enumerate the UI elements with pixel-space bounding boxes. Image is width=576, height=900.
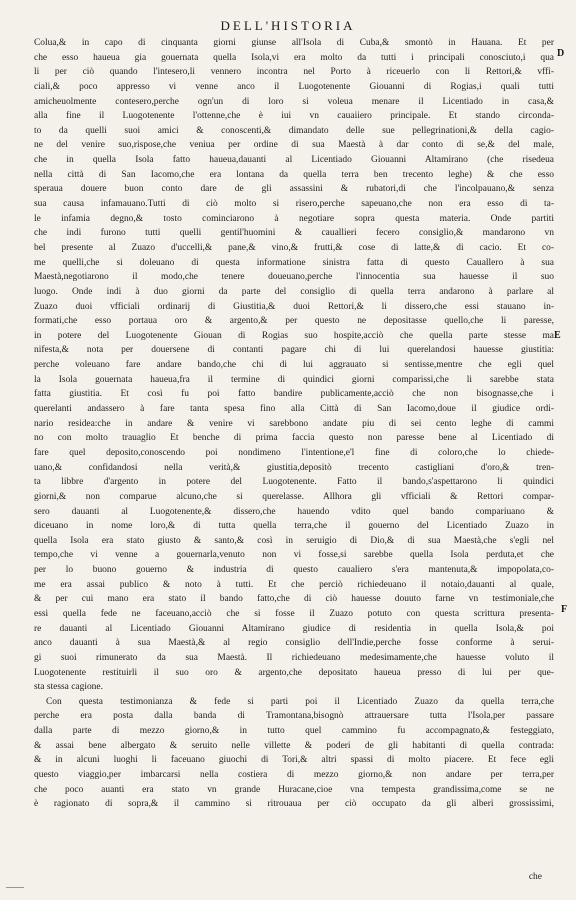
text-line: quella Isola era stato giusto & santo,& così in seruigio di Dio,& di sua Maestà,che s'egli nel (34, 535, 554, 546)
running-head: DELL'HISTORIA (220, 18, 356, 33)
text-line: questo viaggio,per imbarcarsi nella costiera di mezzo giorno,& non andare per terra,per (34, 770, 554, 781)
text-line: & assai bene albergato & seruito nelle villette & poderi de gli habitanti di quella contrada: (34, 740, 554, 751)
text-line: in potere del Luogotenente Giouan di Rogias suo hospite,acciò che quella parte stesse ma (34, 330, 554, 341)
text-line: che in quella Isola fatto haueua,dauanti al Licentiado Giouanni Altamirano (che risedeua (34, 155, 554, 166)
text-line: Maestà,negotiarono il modo,che tenere doueuano,perche l'innocentia sua hauesse il suo (34, 272, 554, 283)
text-line: giorni,& non comparue alcuno,che si querelasse. Allhora gli vfficiali & Rettori compar- (34, 491, 554, 502)
text-line: re dauanti al Licentiado Giouanni Altamirano giudice di residentia in quella Isola,& poi (34, 623, 554, 634)
text-line: amicheuolmente contesero,perche ogn'un di loro si voleua menare il Licentiado in casa,& (34, 96, 554, 107)
text-line: uano,& confidandosi nella verità,& giustitia,depositò trecento castigliani d'oro,& tren- (34, 462, 554, 473)
text-line: & per cui mano era stato il bando fatto,che di ciò hauesse douuto farne vn testimoniale,che (34, 594, 554, 605)
text-line: no con molto trauaglio Et benche di prima faccia questo non paresse bene al Licentiado di (34, 433, 554, 444)
text-line: è ragionato di sopra,& il cammino si ritrouaua per ciò occupato da gli alberi grossissimi, (34, 799, 554, 810)
text-line: sua causa infamauano.Tutti di ciò molto si risero,perche sapeuano,che non era esso di ta- (34, 199, 554, 210)
text-line: nifesta,& nota per douersene di contanti pagare chi di lui querelandosi hauesse giustitia: (34, 345, 554, 356)
text-line: tempo,che vi venne a gouernarla,venuto non vi fosse,si sarebbe quella Isola perduta,et che (34, 550, 554, 561)
text-line: anco dauanti à sua Maestà,& al regio consiglio dell'Indie,perche fosse conforme à serui- (34, 638, 554, 649)
text-line: speraua douere buon conto dare de gli assassini & rubatori,di che l'incolpauano,& senza (34, 184, 554, 195)
text-line: alla fine il Luogotenente l'ottenne,che è iui vn cauaiiero principale. Et stando circonda- (34, 111, 554, 122)
text-line: ciali,& poco appresso vi venne anco il Luogotenente Giouanni di Rogias,i quali tutti (34, 81, 554, 92)
text-line: fatta giustitia. Et così fu poi fatto bandire publicamente,acciò che non bisognasse,che i (34, 389, 554, 400)
text-line: sero dauanti al Luogotenente,& dissero,che hauendo vdito quel bando compariuano & (34, 506, 554, 517)
text-line: perche era posta dalla banda di Tramontana,bisognò attrauersare tutta l'Isola,per passare (34, 711, 554, 722)
text-line: la Isola gouernata haueua,fra il termine di quindici giorni comparissi,che li sarebbe stata (34, 374, 554, 385)
text-line: bel presente al Zuazo d'uccelli,& pane,& vino,& frutti,& cose di latte,& di cacio. Et co- (34, 242, 554, 253)
text-line: gi suoi rimunerato da sua Maestà. Il richiedeuano medesimamente,che hauesse voluto il (34, 652, 554, 663)
text-line: che poco auanti era stato vn grande Huracane,cioe vna tempesta grandissima,come se ne (34, 784, 554, 795)
text-line: & in alcuni luoghi li faceuano giuochi di Tori,& altri spassi di molto piacere. Et fece egli (34, 755, 554, 766)
text-line: nario residea:che in andare & venire vi sarebbono andate piu di sei cento leghe di cammi (34, 418, 554, 429)
text-line: me era assai publico & noto à tutti. Et che perciò richiedeuano il notaio,dauanti al quale, (34, 579, 554, 590)
text-line: dalla parte di mezzo giorno,& in tutto quel cammino fu accompagnato,& festeggiato, (34, 726, 554, 737)
text-line: Colua,& in capo di cinquanta giorni giunse all'Isola di Cuba,& smontò in Hauana. Et per (34, 38, 554, 48)
text-line: to da quelli suoi amici & conoscenti,& dimandato delle sue pellegrinationi,& della cagio- (34, 125, 554, 136)
text-line: luogo. Onde indi à duo giorni da parte del consiglio di quella terra andarono à parlare al (34, 286, 554, 297)
text-line: le infamia degno,& tosto cominciarono à negotiare sopra questa materia. Onde partiti (34, 213, 554, 224)
text-line: ta libbre d'argento in potere del Luogotenente. Fatto il bando,s'aspettarono li quindici (34, 477, 554, 488)
text-line: essi quella fede ne faceuano,acciò che si fosse il Zuazo potuto con questa scrittura presenta- (34, 608, 554, 619)
text-line: che indi furono tutti quelli gentil'huomini & cauallieri fecero consiglio,& mandarono vn (34, 228, 554, 239)
text-line: formati,che esso portaua oro & argento,& per questo ne depositasse quello,che li paresse, (34, 316, 554, 327)
text-line: per lo buono gouerno & industria di questo caualiero s'era mantenuta,& impopolata,co- (34, 565, 554, 576)
text-line: ne del venire suo,rispose,che veniua per ordine di sua Maestà à dar conto di se,& del male, (34, 140, 554, 151)
text-line: sta stessa cagione. (34, 682, 103, 693)
text-line: li per ciò quando l'intesero,li vennero incontra nel Porto à riceuerlo con li Rettori,& vffi- (34, 67, 554, 78)
text-line: perche voleuano fare andare bando,che chi di lui aggrauato si sentisse,mentre che egli quel (34, 360, 554, 371)
text-line: che esso haueua gia gouernata quella Isola,vi era molto da tutti i principali conosciuto,i qua (34, 52, 554, 63)
body-text (34, 36, 554, 812)
text-line: me quelli,che si doleuano di questa informatione sinistra fatta di questo Cauallero à sua (34, 257, 554, 268)
text-line: diceuano in nome loro,& di tutta quella terra,che il gouerno del Licentiado Zuazo in (34, 521, 554, 532)
text-line: Zuazo duoi vfficiali ordinarij di Giustitia,& duoi Rettori,& li dissero,che essi stauano in- (34, 301, 554, 312)
text-line: querelanti andassero à fare tanta spesa fino alla Città di San Iacomo,doue il giudice ordi- (34, 404, 554, 415)
text-line: fare quel deposito,conoscendo poi nondimeno l'intentione,e'l fine di coloro,che lo chiede- (34, 447, 554, 458)
text-line: nella città di San Iacomo,che era lontana da quella terra ben trecento leghe) & che esso (34, 169, 554, 180)
catchword: che (528, 872, 542, 882)
text-line: Luogotenente restituirli il suo oro & argento,che depositato haueua presso di lui per que- (34, 667, 554, 678)
margin-letter-f: F (561, 604, 568, 615)
scan-footer-mark (6, 887, 24, 894)
text-line: Con questa testimonianza & fede si parti poi il Licentiado Zuazo da quella terra,che (46, 696, 554, 707)
margin-letter-d: D (557, 48, 565, 59)
margin-letter-e: E (554, 330, 561, 341)
